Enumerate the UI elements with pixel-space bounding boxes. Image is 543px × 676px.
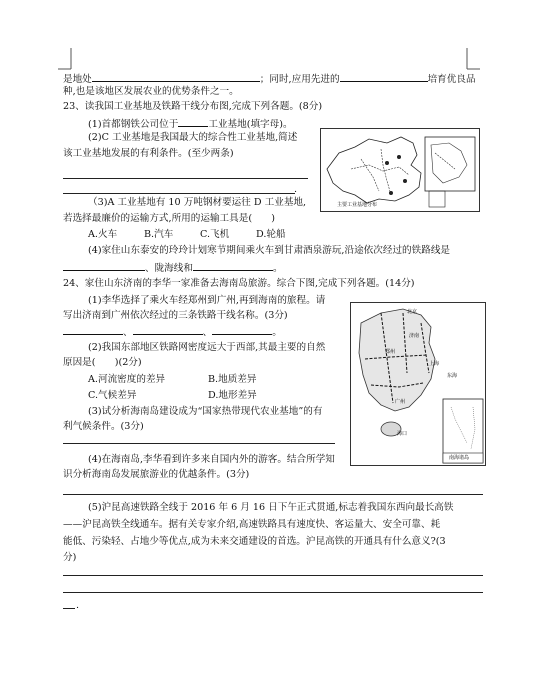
q24-3b: 利气候条件。(3分)	[63, 421, 144, 432]
q23-3a: （3)A 工业基地有 10 万吨钢材要运往 D 工业基地,	[88, 197, 307, 208]
q24-5b: ——沪昆高铁全线通车。据有关专家介绍,高速铁路具有速度快、客运量大、安全可靠、耗	[63, 519, 441, 530]
q24-2a: (2)我国东部地区铁路网密度远大于西部,其最主要的自然	[88, 342, 326, 353]
q24-5c: 能低、污染轻、占地少等优点,成为未来交通建设的首选。沪昆高铁的开通具有什么意义?(3	[63, 536, 446, 547]
answer-line-23-2-2[interactable]	[63, 193, 295, 194]
answer-line-24-4[interactable]	[63, 494, 483, 495]
q23-3b: 若选择最廉价的运输方式,所用的运输工具是( )	[63, 213, 276, 224]
answer-line-24-3[interactable]	[63, 443, 335, 444]
q24-3a: (3)试分析海南岛建设成为“国家热带现代农业基地”的有	[88, 406, 323, 417]
label-shanghai: 上海	[429, 361, 440, 367]
crop-mark-top-left	[58, 48, 72, 70]
line-2: 种,也是该地区发展农业的优势条件之一。	[63, 86, 239, 97]
q24-4b: 识分析海南岛发展旅游业的优越条件。(3分)	[63, 469, 250, 480]
q23-4a: (4)家住山东泰安的玲玲计划寒节期间乘火车到甘肃酒泉游玩,沿途依次经过的铁路线是	[88, 245, 451, 256]
industrial-map-caption: 主要工业基地分布	[337, 202, 378, 208]
q24-5a: (5)沪昆高速铁路全线于 2016 年 6 月 16 日下午正式贯通,标志着我国东西向最长高铁	[88, 502, 454, 513]
label-jinan: 济南	[409, 333, 420, 339]
q24-2-option-b: B.地质差异	[208, 374, 257, 385]
railway-map	[350, 302, 486, 466]
q24-2-option-c: C.气候差异	[88, 390, 137, 401]
q24-5d: 分)	[63, 552, 77, 563]
label-east-sea: 东海	[447, 373, 458, 379]
answer-line-23-2-1[interactable]	[63, 178, 308, 179]
label-zhengzhou: 郑州	[385, 349, 396, 355]
answer-line-24-5-3[interactable]	[63, 608, 75, 609]
q23-1: (1)首都钢铁公司位于 工业基地(填字母)。	[88, 119, 293, 130]
inset-label-south-china-sea-islands: 南海诸岛	[449, 455, 470, 461]
line-1: 是地处 ；同时,应用先进的 培育优良品	[63, 74, 476, 85]
q23-2b: 该工业基地发展的有利条件。(至少两条)	[63, 148, 234, 159]
q24-1-answers: 、 、 。	[63, 325, 282, 339]
industrial-base-map	[320, 128, 480, 212]
industrial-base-map-drawing	[321, 129, 479, 211]
answer-line-24-5-2[interactable]	[63, 592, 483, 593]
q24-2b: 原因是( )(2分)	[63, 357, 142, 368]
label-guangzhou: 广州	[395, 399, 406, 405]
q23-2a: (2)C 工业基地是我国最大的综合性工业基地,简述	[88, 132, 298, 143]
q24-1a: (1)李华选择了乘火车经郑州到广州,再到海南的旅程。请	[88, 295, 326, 306]
period-mark: .	[294, 184, 298, 195]
q24-4a: (4)在海南岛,李华看到许多来自国内外的游客。结合所学知	[88, 454, 335, 465]
q23-title: 23、读我国工业基地及铁路干线分布图,完成下列各题。(8分)	[63, 101, 323, 112]
q24-2-option-d: D.地形差异	[208, 390, 257, 401]
period-mark-end: .	[76, 600, 80, 611]
q24-title: 24、家住山东济南的李华一家准备去海南岛旅游。综合下图,完成下列各题。(14分)	[63, 278, 415, 289]
label-haikou: 海口	[397, 431, 408, 437]
answer-line-24-5-1[interactable]	[63, 575, 483, 576]
label-beijing: 北京	[407, 309, 418, 315]
railway-map-drawing	[351, 303, 485, 465]
q23-3-option-b: B.汽车	[144, 229, 174, 240]
q23-3-option-c: C.飞机	[200, 229, 230, 240]
q23-3-option-d: D.轮船	[256, 229, 286, 240]
crop-mark-top-right	[466, 48, 480, 70]
q24-2-option-a: A.河流密度的差异	[88, 374, 166, 385]
q24-1b: 写出济南到广州依次经过的三条铁路干线名称。(3分)	[63, 310, 288, 321]
q23-4b: 、陇海线和 。	[63, 261, 283, 275]
q23-3-option-a: A.火车	[88, 229, 118, 240]
